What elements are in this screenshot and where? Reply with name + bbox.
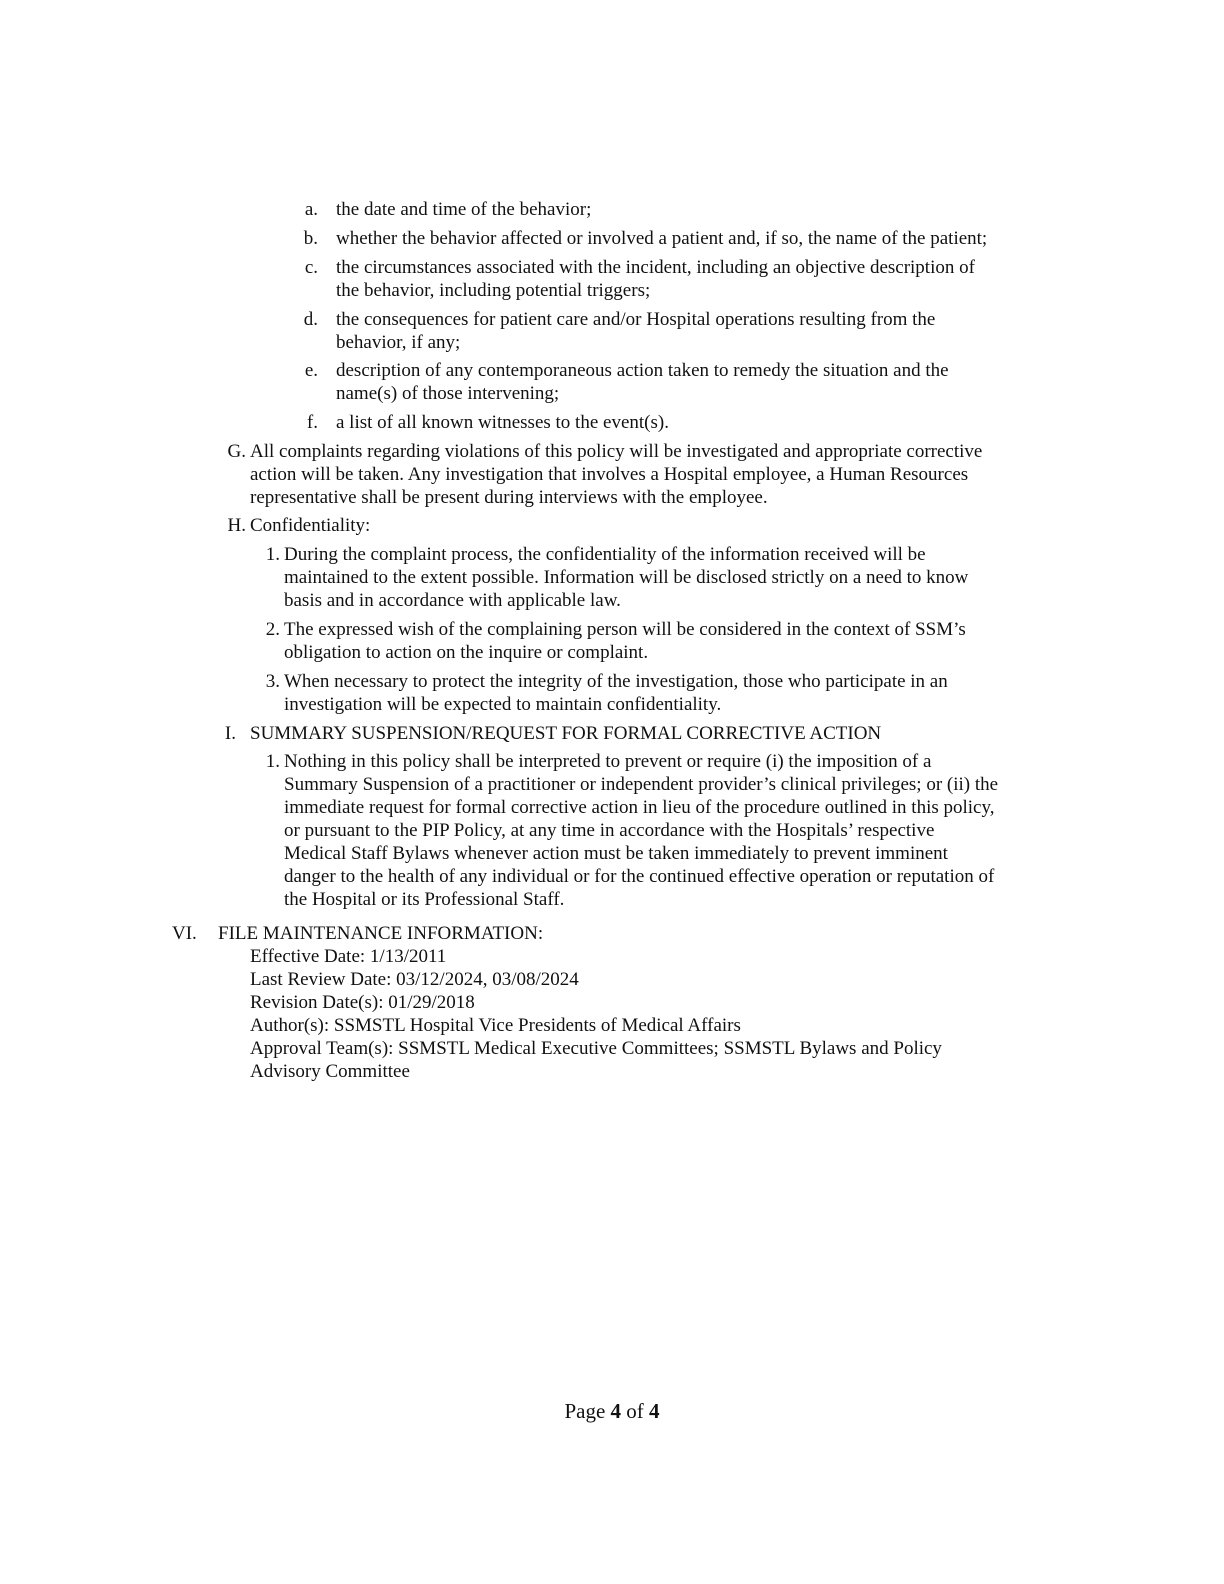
current-page-number: 4 bbox=[610, 1399, 622, 1423]
section-heading: Confidentiality: bbox=[250, 515, 371, 536]
section-heading: FILE MAINTENANCE INFORMATION: bbox=[218, 923, 544, 944]
list-marker: 3. bbox=[265, 671, 280, 692]
list-item-text: Nothing in this policy shall be interpreted to prevent or require (i) the imposition of a bbox=[284, 751, 932, 772]
section-text: action will be taken. Any investigation that involves a Hospital employee, a Human Resources bbox=[250, 464, 969, 485]
list-item-text: the circumstances associated with the incident, including an objective description of bbox=[336, 257, 975, 278]
list-item-text: maintained to the extent possible. Information will be disclosed strictly on a need to know bbox=[284, 567, 969, 588]
list-marker: c. bbox=[304, 257, 318, 278]
list-marker: 1. bbox=[265, 751, 280, 772]
list-marker: b. bbox=[303, 228, 318, 249]
list-item-text: investigation will be expected to maintain confidentiality. bbox=[284, 694, 722, 715]
section-marker: G. bbox=[227, 441, 246, 462]
footer-prefix: Page bbox=[564, 1399, 611, 1423]
list-item-text: or pursuant to the PIP Policy, at any time in accordance with the Hospitals’ respective bbox=[284, 820, 935, 841]
list-item-text: The expressed wish of the complaining person will be considered in the context of SSM’s bbox=[284, 619, 966, 640]
list-item-text: obligation to action on the inquire or complaint. bbox=[284, 642, 649, 663]
list-item-text: immediate request for formal corrective action in lieu of the procedure outlined in this policy, bbox=[284, 797, 995, 818]
list-marker: e. bbox=[304, 360, 318, 381]
approval-teams-continued: Advisory Committee bbox=[250, 1061, 410, 1082]
section-text: representative shall be present during interviews with the employee. bbox=[250, 487, 768, 508]
list-item-text: name(s) of those intervening; bbox=[336, 383, 560, 404]
approval-teams: Approval Team(s): SSMSTL Medical Executive Committees; SSMSTL Bylaws and Policy bbox=[250, 1038, 942, 1059]
authors: Author(s): SSMSTL Hospital Vice Presidents of Medical Affairs bbox=[250, 1015, 741, 1036]
list-item-text: the consequences for patient care and/or Hospital operations resulting from the bbox=[336, 309, 936, 330]
effective-date: Effective Date: 1/13/2011 bbox=[250, 946, 447, 967]
list-item-text: During the complaint process, the confidentiality of the information received will be bbox=[284, 544, 926, 565]
list-item-text: the behavior, including potential triggers; bbox=[336, 280, 651, 301]
list-marker: f. bbox=[306, 412, 318, 433]
total-page-count: 4 bbox=[649, 1399, 660, 1423]
page-number-footer bbox=[0, 1398, 1224, 1424]
list-item-text: basis and in accordance with applicable law. bbox=[284, 590, 621, 611]
list-item-text: description of any contemporaneous action taken to remedy the situation and the bbox=[336, 360, 949, 381]
list-item-text: When necessary to protect the integrity of the investigation, those who participate in an bbox=[284, 671, 948, 692]
list-marker: 2. bbox=[265, 619, 280, 640]
footer-middle: of bbox=[621, 1399, 650, 1423]
list-item-text: behavior, if any; bbox=[336, 332, 461, 353]
list-marker: d. bbox=[303, 309, 318, 330]
section-marker: H. bbox=[227, 515, 246, 536]
list-item-text: Summary Suspension of a practitioner or independent provider’s clinical privileges; or (ii) the bbox=[284, 774, 999, 795]
section-marker: I. bbox=[224, 723, 236, 744]
section-marker: VI. bbox=[172, 923, 197, 944]
list-item-text: whether the behavior affected or involved a patient and, if so, the name of the patient; bbox=[336, 228, 988, 249]
list-item-text: danger to the health of any individual or for the continued effective operation or reputation of bbox=[284, 866, 995, 887]
section-heading: SUMMARY SUSPENSION/REQUEST FOR FORMAL CORRECTIVE ACTION bbox=[250, 723, 882, 744]
revision-dates: Revision Date(s): 01/29/2018 bbox=[250, 992, 475, 1013]
list-marker: a. bbox=[304, 199, 318, 220]
list-item-text: a list of all known witnesses to the event(s). bbox=[336, 412, 669, 433]
list-item-text: Medical Staff Bylaws whenever action must be taken immediately to prevent imminent bbox=[284, 843, 948, 864]
list-item-text: the Hospital or its Professional Staff. bbox=[284, 889, 565, 910]
last-review-date: Last Review Date: 03/12/2024, 03/08/2024 bbox=[250, 969, 579, 990]
section-text: All complaints regarding violations of this policy will be investigated and appropriate corrective bbox=[250, 441, 983, 462]
list-item-text: the date and time of the behavior; bbox=[336, 199, 592, 220]
list-marker: 1. bbox=[265, 544, 280, 565]
